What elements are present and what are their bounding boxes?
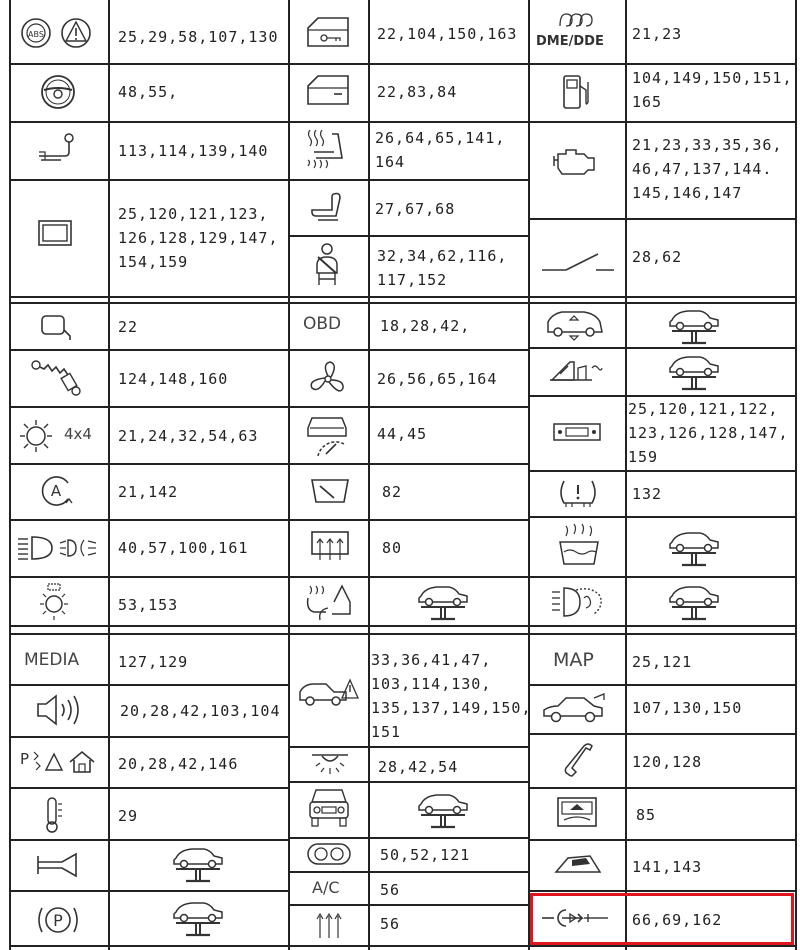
- svg-text:P: P: [20, 750, 30, 768]
- car-on-lift-icon: [666, 352, 722, 396]
- trunk-lid-icon: [540, 250, 616, 274]
- 4x4-label: 4x4: [64, 425, 92, 443]
- fuse-list: 32,34,62,116, 117,152: [377, 247, 508, 289]
- fuse-list: 21,23,33,35,36, 46,47,137,144. 145,146,147: [632, 136, 783, 202]
- shock-absorber-icon: [30, 359, 82, 397]
- climate-air-icon: [304, 580, 352, 622]
- dme-dde-label: DME/DDE: [536, 34, 604, 49]
- car-on-lift-icon: [415, 582, 471, 626]
- thermometer-icon: [40, 796, 64, 834]
- abs-warning-icon: [18, 16, 98, 50]
- check-engine-icon: [552, 146, 600, 176]
- fuse-list: 120,128: [632, 753, 703, 771]
- dme-dde-icon: [556, 8, 596, 30]
- coupe-car-icon: [540, 690, 608, 726]
- tow-hitch-icon: [35, 132, 81, 168]
- fuse-list: 22: [118, 318, 139, 336]
- fuse-list: 104,149,150,151, 165: [632, 69, 793, 111]
- fuse-list: 82: [382, 483, 403, 501]
- seat-heating-icon: [304, 130, 352, 170]
- display-screen-icon: [38, 220, 72, 246]
- fuse-list: 20,28,42,146: [118, 755, 239, 773]
- fuse-list: 127,129: [118, 653, 189, 671]
- car-front-icon: [306, 786, 352, 832]
- door-icon: [304, 74, 354, 108]
- wiper-icon: [310, 476, 350, 506]
- fuse-list: 113,114,139,140: [118, 142, 269, 160]
- radio-unit-icon: [552, 422, 602, 442]
- svg-text:ABS: ABS: [28, 30, 44, 39]
- map-label: MAP: [553, 649, 594, 671]
- car-on-lift-icon: [415, 790, 471, 834]
- fuse-list: 56: [380, 915, 401, 933]
- cruise-control-icon: [304, 414, 350, 458]
- fuse-list: 26,64,65,141, 164: [375, 129, 506, 171]
- vehicle-lights-icon: [296, 674, 362, 710]
- fuse-list: 50,52,121: [380, 846, 471, 864]
- parking-brake-icon: [34, 900, 82, 940]
- fuse-list: 20,28,42,103,104: [120, 702, 281, 720]
- phone-icon: [562, 742, 594, 778]
- fuse-list: 66,69,162: [632, 911, 723, 929]
- washer-fluid-icon: [556, 522, 602, 568]
- fuse-list: 27,67,68: [375, 200, 456, 218]
- heads-up-display-icon: [556, 796, 598, 830]
- fuse-list: 107,130,150: [632, 699, 743, 717]
- rear-defrost-icon: [310, 530, 350, 562]
- fuse-list: 21,24,32,54,63: [118, 427, 259, 445]
- fuse-list: 48,55,: [118, 83, 179, 101]
- fuse-list: 28,42,54: [378, 758, 459, 776]
- door-lock-icon: [304, 16, 354, 50]
- tire-pressure-icon: [556, 477, 600, 509]
- steering-wheel-icon: [38, 72, 78, 112]
- fuse-list: 26,56,65,164: [377, 370, 498, 388]
- car-on-lift-icon: [666, 306, 722, 350]
- front-defrost-icon: [314, 910, 344, 940]
- ramp-icon: [548, 356, 604, 386]
- sunroof-icon: [552, 852, 604, 876]
- fuse-list: 22,104,150,163: [377, 25, 518, 43]
- media-label: MEDIA: [24, 650, 80, 670]
- dome-light-icon: [310, 752, 350, 778]
- all-wheel-drive-icon: [16, 418, 56, 454]
- fuse-list: 25,120,121,123, 126,128,129,147, 154,159: [118, 205, 279, 271]
- fuse-list: 29: [118, 807, 139, 825]
- highlight-box: [530, 893, 794, 945]
- fuse-list: 21,23: [632, 25, 683, 43]
- fuse-list: 28,62: [632, 248, 683, 266]
- fuse-list: 124,148,160: [118, 370, 229, 388]
- fuse-list: 53,153: [118, 596, 179, 614]
- obd-label: OBD: [303, 314, 342, 334]
- ac-label: A/C: [312, 878, 340, 897]
- car-on-lift-icon: [170, 898, 226, 942]
- fuse-list: 22,83,84: [377, 83, 458, 101]
- horn-icon: [34, 852, 80, 878]
- park-distance-icon: [18, 744, 102, 778]
- fuse-list: 80: [382, 539, 403, 557]
- svg-text:A: A: [50, 482, 62, 500]
- instrument-cluster-icon: [306, 842, 352, 866]
- car-on-lift-icon: [666, 528, 722, 572]
- fuse-list: 132: [632, 485, 663, 503]
- interior-light-icon: [36, 582, 72, 622]
- car-on-lift-icon: [666, 582, 722, 626]
- section-gap: [0, 627, 800, 631]
- seat-belt-icon: [310, 243, 344, 289]
- svg-text:P: P: [53, 911, 63, 930]
- fuse-list: 44,45: [377, 425, 428, 443]
- fuse-list: 85: [636, 806, 657, 824]
- fuel-pump-icon: [560, 72, 592, 112]
- fuse-list: 25,121: [632, 653, 693, 671]
- headlight-icon: [16, 533, 102, 563]
- fuse-list: 21,142: [118, 483, 179, 501]
- fuse-list: 25,120,121,122, 123,126,128,147, 159: [628, 400, 789, 466]
- fuse-list: 33,36,41,47, 103,114,130, 135,137,149,150, 151: [371, 651, 532, 741]
- level-control-icon: [544, 308, 606, 344]
- car-on-lift-icon: [170, 844, 226, 888]
- auto-start-stop-icon: [38, 473, 74, 511]
- fuse-list: 25,29,58,107,130: [118, 28, 279, 46]
- fuse-list: 141,143: [632, 858, 703, 876]
- seat-icon: [308, 190, 348, 226]
- speaker-icon: [34, 692, 84, 728]
- fan-icon: [308, 360, 348, 398]
- side-mirror-icon: [40, 312, 74, 342]
- headlight-washer-icon: [550, 584, 606, 620]
- fuse-list: 18,28,42,: [380, 317, 471, 335]
- fuse-list: 40,57,100,161: [118, 539, 249, 557]
- fuse-list: 56: [380, 881, 401, 899]
